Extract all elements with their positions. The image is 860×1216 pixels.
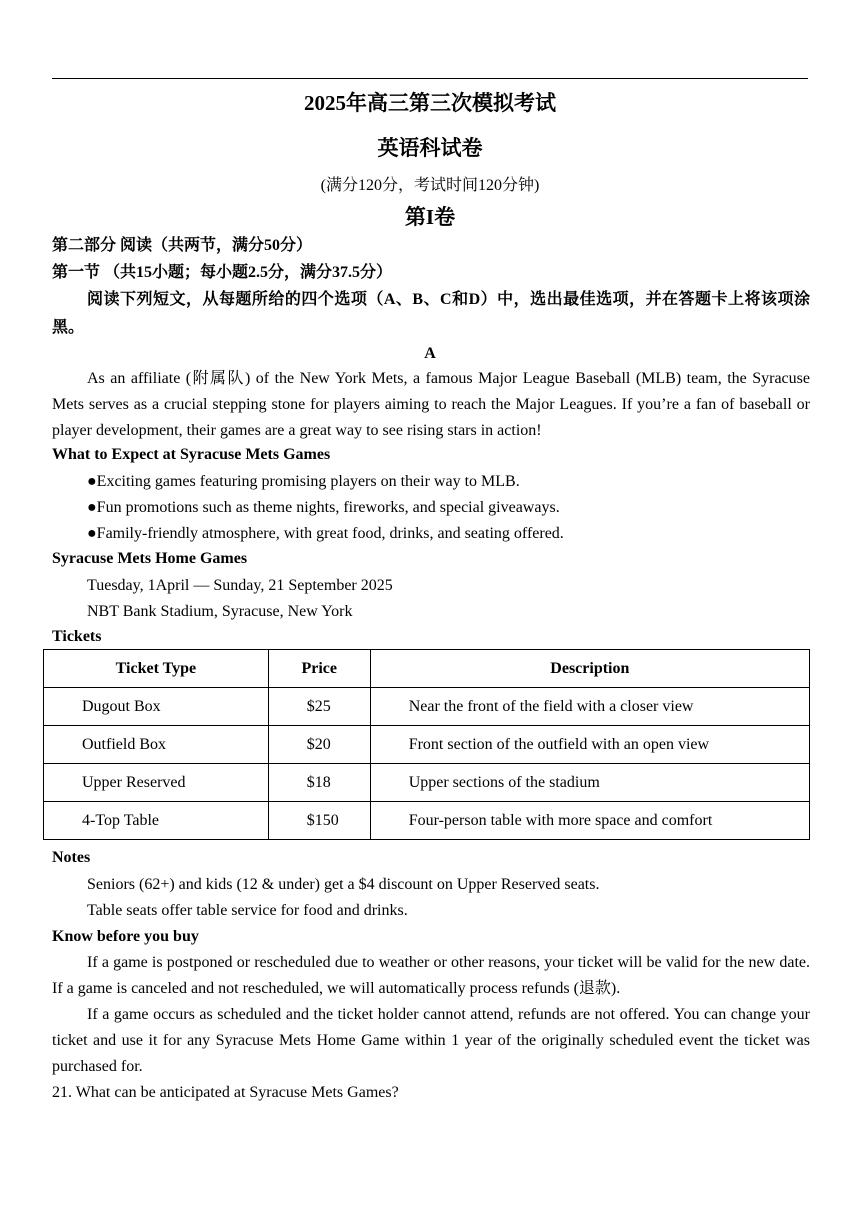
ticket-type-cell: Dugout Box xyxy=(44,688,269,726)
question-21: 21. What can be anticipated at Syracuse Mets Games? xyxy=(52,1084,399,1101)
description-cell: Near the front of the field with a closer view xyxy=(370,688,809,726)
table-row xyxy=(44,764,810,802)
column-header-ticket-type: Ticket Type xyxy=(44,650,269,688)
column-header-description: Description xyxy=(370,650,809,688)
note-item: Table seats offer table service for food and drinks. xyxy=(87,902,408,919)
home-games-venue: NBT Bank Stadium, Syracuse, New York xyxy=(87,603,353,620)
column-header-price: Price xyxy=(268,650,370,688)
part-heading: 第二部分 阅读（共两节，满分50分） xyxy=(52,237,313,254)
expect-item: ●Fun promotions such as theme nights, fireworks, and special giveaways. xyxy=(87,499,560,516)
exam-info: (满分120分，考试时间120分钟) xyxy=(320,177,540,194)
passage-label: A xyxy=(424,345,436,362)
notes-heading: Notes xyxy=(52,849,91,866)
note-item: Seniors (62+) and kids (12 & under) get a $4 discount on Upper Reserved seats. xyxy=(87,876,600,893)
table-header-row xyxy=(44,650,810,688)
volume-title: 第I卷 xyxy=(404,205,456,229)
expect-item: ●Exciting games featuring promising players on their way to MLB. xyxy=(87,473,520,490)
tickets-heading: Tickets xyxy=(52,628,102,645)
price-cell: $25 xyxy=(268,688,370,726)
price-cell: $150 xyxy=(268,802,370,840)
expect-item: ●Family-friendly atmosphere, with great food, drinks, and seating offered. xyxy=(87,525,564,542)
header-rule xyxy=(52,78,808,79)
table-row xyxy=(44,688,810,726)
know-heading: Know before you buy xyxy=(52,928,199,945)
price-cell: $20 xyxy=(268,726,370,764)
description-cell: Four-person table with more space and comfort xyxy=(370,802,809,840)
ticket-type-cell: Upper Reserved xyxy=(44,764,269,802)
passage-intro: As an affiliate (附属队) of the New York Mets, a famous Major League Baseball (MLB) team, the Syracuse Mets serves as a crucial stepping stone for players aiming to reach the Major Leagues. If you’re a fan of baseball or player development, their games are a great way to see rising stars in action! xyxy=(52,370,810,439)
table-row xyxy=(44,802,810,840)
home-games-dates: Tuesday, 1April — Sunday, 21 September 2025 xyxy=(87,577,393,594)
home-games-heading: Syracuse Mets Home Games xyxy=(52,550,248,567)
exam-title: 2025年高三第三次模拟考试 xyxy=(304,91,556,115)
know-paragraph-1: If a game is postponed or rescheduled due to weather or other reasons, your ticket will be valid for the new date. If a game is canceled and not rescheduled, we will automatically process refunds (退款). xyxy=(52,954,810,997)
know-paragraph-2: If a game occurs as scheduled and the ticket holder cannot attend, refunds are not offered. You can change your ticket and use it for any Syracuse Mets Home Game within 1 year of the originally scheduled event the ticket was purchased for. xyxy=(52,1006,810,1075)
description-cell: Front section of the outfield with an open view xyxy=(370,726,809,764)
description-cell: Upper sections of the stadium xyxy=(370,764,809,802)
tickets-table xyxy=(43,649,810,840)
subsection-heading: 第一节 （共15小题；每小题2.5分，满分37.5分） xyxy=(52,264,393,281)
ticket-type-cell: 4-Top Table xyxy=(44,802,269,840)
price-cell: $18 xyxy=(268,764,370,802)
expect-heading: What to Expect at Syracuse Mets Games xyxy=(52,446,331,463)
table-row xyxy=(44,726,810,764)
instruction-text: 阅读下列短文，从每题所给的四个选项（A、B、C和D）中，选出最佳选项，并在答题卡上将该项涂黑。 xyxy=(52,291,810,336)
subject-title: 英语科试卷 xyxy=(377,136,483,160)
ticket-type-cell: Outfield Box xyxy=(44,726,269,764)
